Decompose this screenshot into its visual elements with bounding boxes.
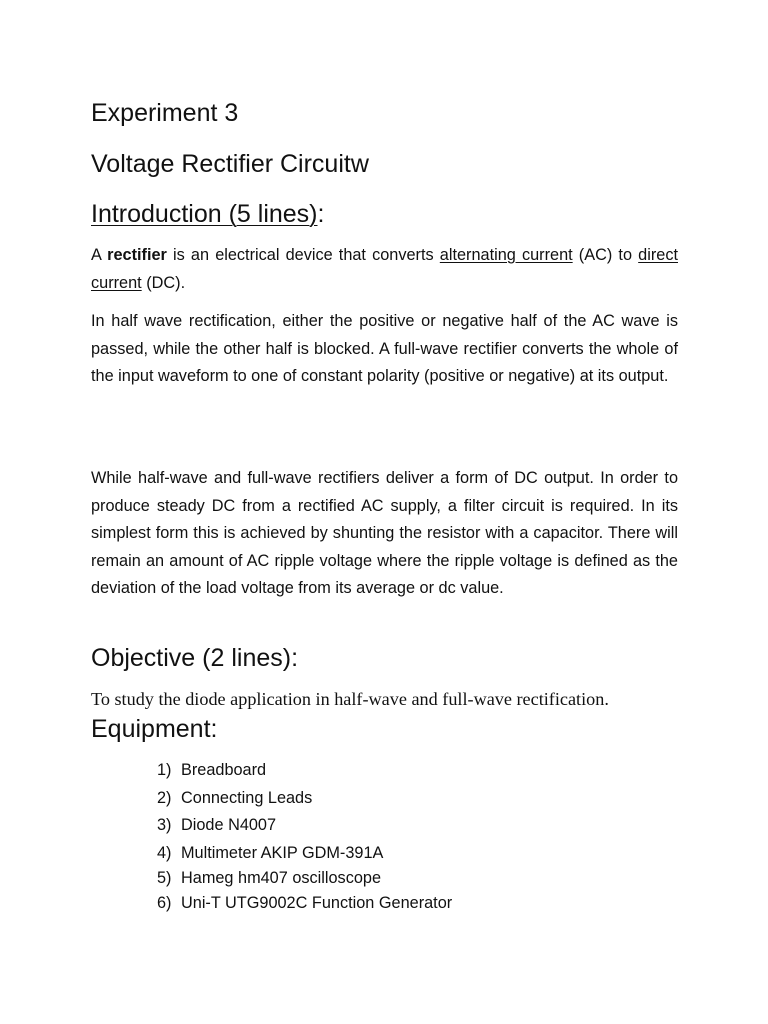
equipment-item-number: 5): [157, 869, 172, 887]
introduction-heading: [91, 199, 324, 229]
equipment-item-label: Hameg hm407 oscilloscope: [181, 869, 382, 887]
equipment-item: [157, 866, 381, 891]
objective-heading: Objective (2 lines):: [91, 644, 299, 672]
intro-p1-tail: (DC).: [141, 273, 186, 292]
equipment-item: [157, 786, 312, 811]
equipment-item-number: 6): [157, 894, 172, 912]
introduction-heading-text: Introduction (5 lines): [91, 200, 318, 228]
introduction-heading-colon: :: [317, 200, 325, 228]
intro-p1-lead: A: [91, 246, 108, 264]
experiment-title: Experiment 3: [91, 99, 239, 127]
equipment-item: [157, 813, 276, 838]
equipment-item-label: Uni-T UTG9002C Function Generator: [181, 894, 453, 912]
intro-paragraph-1: [91, 242, 678, 297]
intro-paragraph-3: While half-wave and full-wave rectifiers deliver a form of DC output. In order to produce steady DC from a rectified AC supply, a filter circuit is required. In its simplest form this is achieved by shunting the resistor with a capacitor. There will remain an amount of AC ripple voltage where the ripple voltage is defined as the deviation of the load voltage from its average or dc value.: [91, 469, 678, 597]
equipment-item-number: 4): [157, 844, 172, 862]
equipment-item: [157, 758, 266, 783]
intro-paragraph-2: In half wave rectification, either the positive or negative half of the AC wave is passed, while the other half is blocked. A full-wave rectifier converts the whole of the input waveform to one of constant polarity (positive or negative) at its output.: [91, 312, 678, 385]
equipment-item-number: 3): [157, 816, 172, 834]
equipment-item-label: Breadboard: [181, 761, 267, 779]
equipment-item: [157, 841, 383, 866]
equipment-heading: Equipment:: [91, 715, 218, 743]
objective-text: To study the diode application in half-wave and full-wave rectification.: [91, 689, 609, 709]
alternating-current-link[interactable]: alternating current: [439, 246, 573, 264]
document-page: [91, 0, 678, 1024]
equipment-item: [157, 891, 452, 916]
direct-current-link[interactable]: direct current: [91, 246, 678, 292]
equipment-item-label: Connecting Leads: [181, 789, 313, 807]
intro-p1-mid2: (AC) to: [572, 246, 639, 264]
intro-p1-mid1: is an electrical device that converts: [166, 246, 440, 264]
rectifier-term: rectifier: [107, 246, 167, 264]
equipment-item-number: 2): [157, 789, 172, 807]
equipment-item-label: Multimeter AKIP GDM-391A: [181, 844, 384, 862]
equipment-item-label: Diode N4007: [181, 816, 277, 834]
circuit-title: Voltage Rectifier Circuitw: [91, 150, 369, 178]
equipment-item-number: 1): [157, 761, 172, 779]
